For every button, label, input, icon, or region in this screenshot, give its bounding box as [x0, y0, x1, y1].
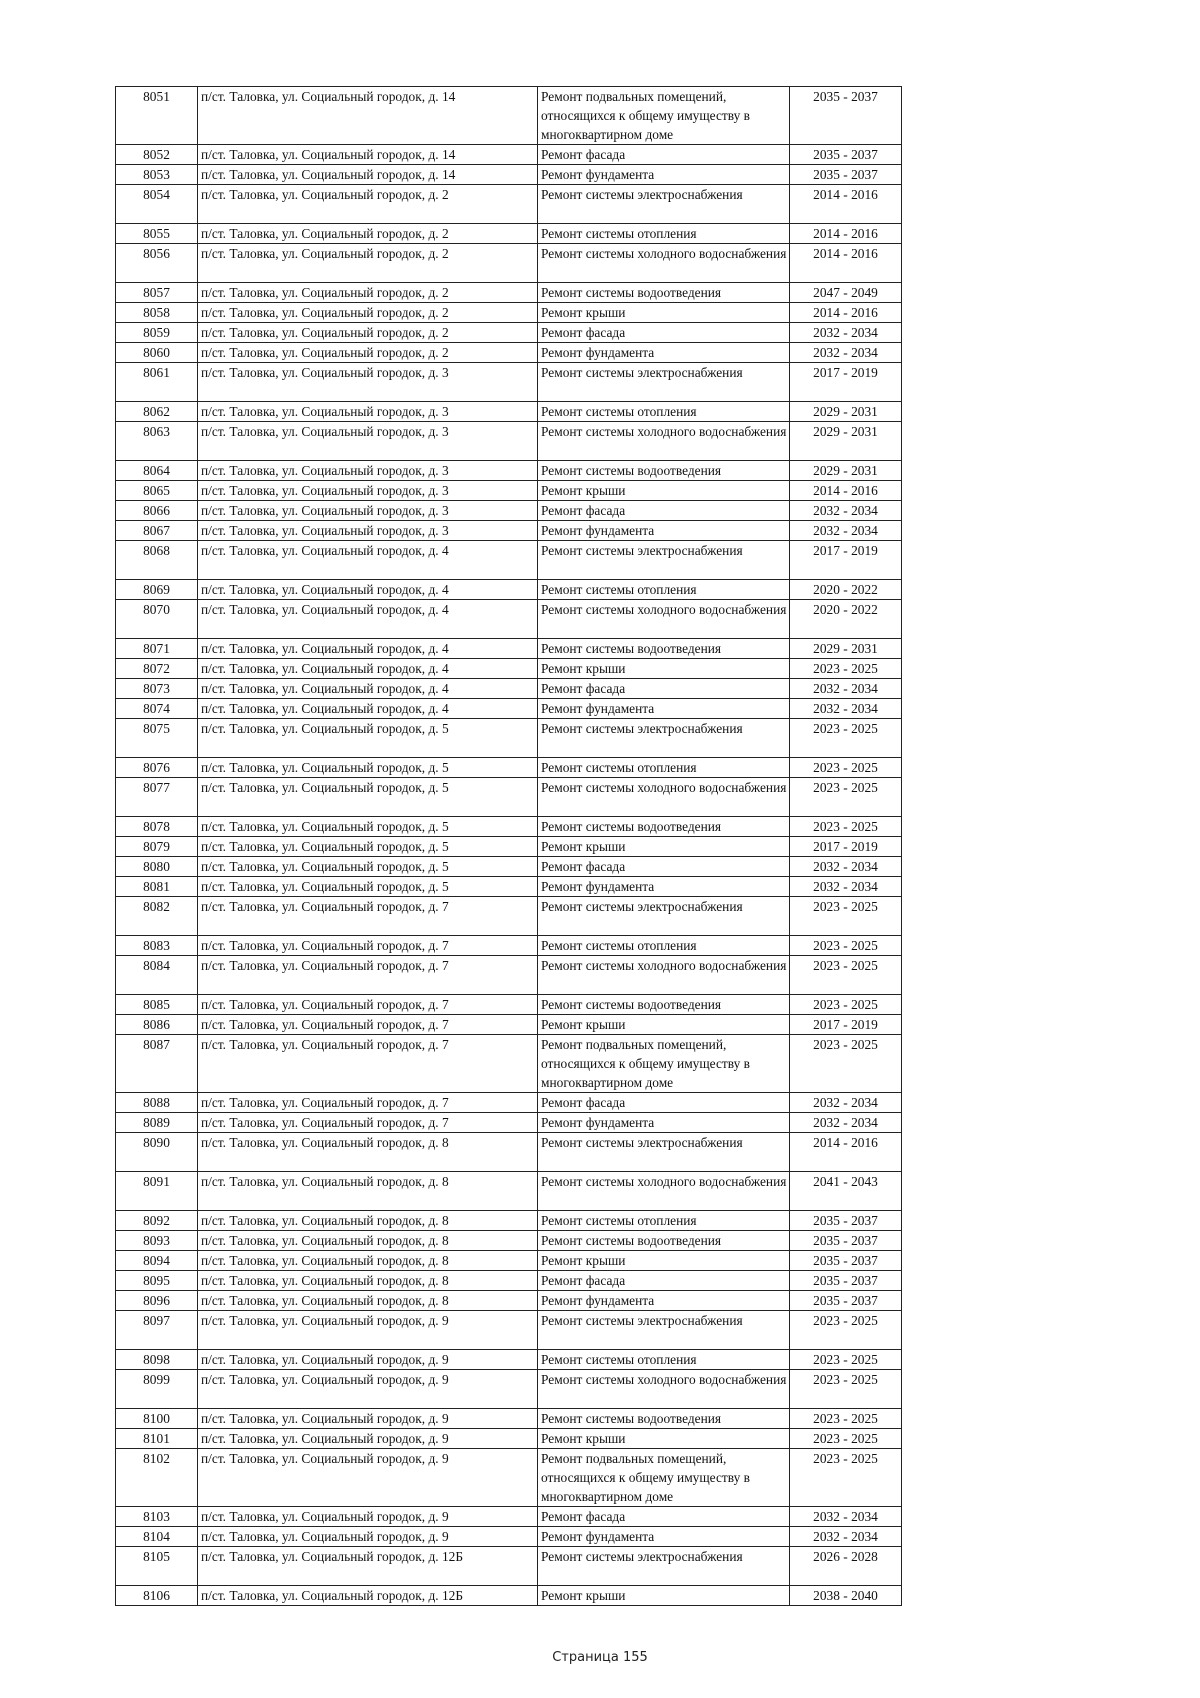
row-number-cell: 8053 — [116, 165, 198, 185]
row-number-cell: 8073 — [116, 679, 198, 699]
table-row — [116, 897, 902, 936]
table-row — [116, 639, 902, 659]
period-cell: 2023 - 2025 — [790, 1035, 902, 1093]
address-cell: п/ст. Таловка, ул. Социальный городок, д. 9 — [198, 1527, 538, 1547]
row-number-cell: 8070 — [116, 600, 198, 639]
table-row — [116, 580, 902, 600]
row-number-cell: 8078 — [116, 817, 198, 837]
address-cell: п/ст. Таловка, ул. Социальный городок, д. 8 — [198, 1271, 538, 1291]
row-number-cell: 8060 — [116, 343, 198, 363]
work-type-cell: Ремонт системы электроснабжения — [538, 897, 790, 936]
table-row — [116, 1035, 902, 1093]
row-number-cell: 8076 — [116, 758, 198, 778]
address-cell: п/ст. Таловка, ул. Социальный городок, д. 2 — [198, 224, 538, 244]
row-number-cell: 8077 — [116, 778, 198, 817]
work-type-cell: Ремонт системы холодного водоснабжения — [538, 1172, 790, 1211]
period-cell: 2032 - 2034 — [790, 1507, 902, 1527]
row-number-cell: 8097 — [116, 1311, 198, 1350]
address-cell: п/ст. Таловка, ул. Социальный городок, д. 5 — [198, 758, 538, 778]
row-number-cell: 8080 — [116, 857, 198, 877]
period-cell: 2014 - 2016 — [790, 481, 902, 501]
period-cell: 2032 - 2034 — [790, 699, 902, 719]
row-number-cell: 8106 — [116, 1586, 198, 1606]
work-type-cell: Ремонт фасада — [538, 679, 790, 699]
work-type-cell: Ремонт фасада — [538, 323, 790, 343]
table-row — [116, 1211, 902, 1231]
period-cell: 2014 - 2016 — [790, 185, 902, 224]
period-cell: 2032 - 2034 — [790, 323, 902, 343]
work-type-cell: Ремонт крыши — [538, 481, 790, 501]
row-number-cell: 8096 — [116, 1291, 198, 1311]
period-cell: 2032 - 2034 — [790, 877, 902, 897]
row-number-cell: 8095 — [116, 1271, 198, 1291]
table-row — [116, 1370, 902, 1409]
address-cell: п/ст. Таловка, ул. Социальный городок, д. 4 — [198, 679, 538, 699]
repair-schedule-table — [115, 86, 902, 1606]
work-type-cell: Ремонт системы водоотведения — [538, 1231, 790, 1251]
address-cell: п/ст. Таловка, ул. Социальный городок, д. 3 — [198, 422, 538, 461]
address-cell: п/ст. Таловка, ул. Социальный городок, д. 2 — [198, 343, 538, 363]
period-cell: 2035 - 2037 — [790, 1291, 902, 1311]
period-cell: 2014 - 2016 — [790, 1133, 902, 1172]
address-cell: п/ст. Таловка, ул. Социальный городок, д. 7 — [198, 1093, 538, 1113]
table-row — [116, 1113, 902, 1133]
work-type-cell: Ремонт системы водоотведения — [538, 461, 790, 481]
period-cell: 2020 - 2022 — [790, 600, 902, 639]
table-row — [116, 877, 902, 897]
address-cell: п/ст. Таловка, ул. Социальный городок, д. 7 — [198, 897, 538, 936]
row-number-cell: 8085 — [116, 995, 198, 1015]
address-cell: п/ст. Таловка, ул. Социальный городок, д. 3 — [198, 501, 538, 521]
table-row — [116, 343, 902, 363]
row-number-cell: 8090 — [116, 1133, 198, 1172]
row-number-cell: 8071 — [116, 639, 198, 659]
row-number-cell: 8075 — [116, 719, 198, 758]
period-cell: 2035 - 2037 — [790, 1231, 902, 1251]
table-row — [116, 1409, 902, 1429]
table-row — [116, 501, 902, 521]
row-number-cell: 8065 — [116, 481, 198, 501]
address-cell: п/ст. Таловка, ул. Социальный городок, д. 9 — [198, 1350, 538, 1370]
address-cell: п/ст. Таловка, ул. Социальный городок, д. 7 — [198, 1113, 538, 1133]
row-number-cell: 8056 — [116, 244, 198, 283]
row-number-cell: 8091 — [116, 1172, 198, 1211]
table-row — [116, 1507, 902, 1527]
work-type-cell: Ремонт фундамента — [538, 1113, 790, 1133]
work-type-cell: Ремонт системы электроснабжения — [538, 1547, 790, 1586]
period-cell: 2032 - 2034 — [790, 857, 902, 877]
work-type-cell: Ремонт крыши — [538, 659, 790, 679]
row-number-cell: 8088 — [116, 1093, 198, 1113]
work-type-cell: Ремонт системы электроснабжения — [538, 185, 790, 224]
work-type-cell: Ремонт подвальных помещений, относящихся к общему имуществу в многоквартирном доме — [538, 1035, 790, 1093]
address-cell: п/ст. Таловка, ул. Социальный городок, д. 5 — [198, 877, 538, 897]
row-number-cell: 8058 — [116, 303, 198, 323]
address-cell: п/ст. Таловка, ул. Социальный городок, д. 4 — [198, 541, 538, 580]
period-cell: 2032 - 2034 — [790, 679, 902, 699]
period-cell: 2014 - 2016 — [790, 244, 902, 283]
work-type-cell: Ремонт системы электроснабжения — [538, 719, 790, 758]
row-number-cell: 8082 — [116, 897, 198, 936]
work-type-cell: Ремонт системы холодного водоснабжения — [538, 1370, 790, 1409]
work-type-cell: Ремонт системы электроснабжения — [538, 1311, 790, 1350]
work-type-cell: Ремонт фундамента — [538, 165, 790, 185]
work-type-cell: Ремонт крыши — [538, 1429, 790, 1449]
row-number-cell: 8054 — [116, 185, 198, 224]
table-row — [116, 521, 902, 541]
address-cell: п/ст. Таловка, ул. Социальный городок, д. 3 — [198, 461, 538, 481]
page-number: Страница 155 — [552, 1650, 648, 1665]
row-number-cell: 8074 — [116, 699, 198, 719]
work-type-cell: Ремонт крыши — [538, 1015, 790, 1035]
row-number-cell: 8068 — [116, 541, 198, 580]
address-cell: п/ст. Таловка, ул. Социальный городок, д. 2 — [198, 303, 538, 323]
table-row — [116, 679, 902, 699]
table-row — [116, 1251, 902, 1271]
period-cell: 2035 - 2037 — [790, 1211, 902, 1231]
address-cell: п/ст. Таловка, ул. Социальный городок, д. 5 — [198, 857, 538, 877]
row-number-cell: 8089 — [116, 1113, 198, 1133]
period-cell: 2023 - 2025 — [790, 995, 902, 1015]
row-number-cell: 8062 — [116, 402, 198, 422]
table-row — [116, 303, 902, 323]
period-cell: 2023 - 2025 — [790, 1429, 902, 1449]
row-number-cell: 8104 — [116, 1527, 198, 1547]
work-type-cell: Ремонт системы отопления — [538, 936, 790, 956]
work-type-cell: Ремонт подвальных помещений, относящихся к общему имуществу в многоквартирном доме — [538, 1449, 790, 1507]
row-number-cell: 8100 — [116, 1409, 198, 1429]
address-cell: п/ст. Таловка, ул. Социальный городок, д. 8 — [198, 1172, 538, 1211]
row-number-cell: 8087 — [116, 1035, 198, 1093]
period-cell: 2014 - 2016 — [790, 224, 902, 244]
table-row — [116, 758, 902, 778]
work-type-cell: Ремонт системы водоотведения — [538, 1409, 790, 1429]
period-cell: 2023 - 2025 — [790, 1409, 902, 1429]
period-cell: 2023 - 2025 — [790, 936, 902, 956]
address-cell: п/ст. Таловка, ул. Социальный городок, д. 7 — [198, 995, 538, 1015]
period-cell: 2023 - 2025 — [790, 1370, 902, 1409]
address-cell: п/ст. Таловка, ул. Социальный городок, д. 5 — [198, 719, 538, 758]
work-type-cell: Ремонт фасада — [538, 501, 790, 521]
period-cell: 2035 - 2037 — [790, 1271, 902, 1291]
work-type-cell: Ремонт фасада — [538, 1271, 790, 1291]
table-row — [116, 323, 902, 343]
address-cell: п/ст. Таловка, ул. Социальный городок, д. 9 — [198, 1449, 538, 1507]
work-type-cell: Ремонт системы холодного водоснабжения — [538, 600, 790, 639]
work-type-cell: Ремонт фундамента — [538, 1291, 790, 1311]
row-number-cell: 8066 — [116, 501, 198, 521]
period-cell: 2023 - 2025 — [790, 1311, 902, 1350]
work-type-cell: Ремонт системы водоотведения — [538, 283, 790, 303]
row-number-cell: 8051 — [116, 87, 198, 145]
address-cell: п/ст. Таловка, ул. Социальный городок, д. 2 — [198, 185, 538, 224]
period-cell: 2026 - 2028 — [790, 1547, 902, 1586]
address-cell: п/ст. Таловка, ул. Социальный городок, д. 5 — [198, 837, 538, 857]
work-type-cell: Ремонт фундамента — [538, 699, 790, 719]
work-type-cell: Ремонт системы холодного водоснабжения — [538, 956, 790, 995]
row-number-cell: 8093 — [116, 1231, 198, 1251]
table-row — [116, 1429, 902, 1449]
work-type-cell: Ремонт крыши — [538, 1586, 790, 1606]
row-number-cell: 8081 — [116, 877, 198, 897]
work-type-cell: Ремонт фундамента — [538, 343, 790, 363]
work-type-cell: Ремонт системы водоотведения — [538, 639, 790, 659]
row-number-cell: 8103 — [116, 1507, 198, 1527]
row-number-cell: 8083 — [116, 936, 198, 956]
address-cell: п/ст. Таловка, ул. Социальный городок, д. 8 — [198, 1251, 538, 1271]
period-cell: 2023 - 2025 — [790, 719, 902, 758]
address-cell: п/ст. Таловка, ул. Социальный городок, д. 4 — [198, 580, 538, 600]
work-type-cell: Ремонт фасада — [538, 145, 790, 165]
work-type-cell: Ремонт фасада — [538, 1093, 790, 1113]
period-cell: 2032 - 2034 — [790, 501, 902, 521]
period-cell: 2035 - 2037 — [790, 87, 902, 145]
address-cell: п/ст. Таловка, ул. Социальный городок, д. 9 — [198, 1311, 538, 1350]
table-row — [116, 1133, 902, 1172]
address-cell: п/ст. Таловка, ул. Социальный городок, д. 8 — [198, 1231, 538, 1251]
work-type-cell: Ремонт системы отопления — [538, 1211, 790, 1231]
period-cell: 2029 - 2031 — [790, 461, 902, 481]
address-cell: п/ст. Таловка, ул. Социальный городок, д. 2 — [198, 283, 538, 303]
table-row — [116, 244, 902, 283]
address-cell: п/ст. Таловка, ул. Социальный городок, д. 8 — [198, 1291, 538, 1311]
row-number-cell: 8067 — [116, 521, 198, 541]
table-row — [116, 778, 902, 817]
table-row — [116, 224, 902, 244]
address-cell: п/ст. Таловка, ул. Социальный городок, д. 3 — [198, 363, 538, 402]
row-number-cell: 8072 — [116, 659, 198, 679]
address-cell: п/ст. Таловка, ул. Социальный городок, д. 9 — [198, 1507, 538, 1527]
work-type-cell: Ремонт фундамента — [538, 1527, 790, 1547]
table-row — [116, 165, 902, 185]
table-row — [116, 1586, 902, 1606]
table-row — [116, 363, 902, 402]
period-cell: 2029 - 2031 — [790, 402, 902, 422]
period-cell: 2047 - 2049 — [790, 283, 902, 303]
row-number-cell: 8086 — [116, 1015, 198, 1035]
period-cell: 2023 - 2025 — [790, 1350, 902, 1370]
table-row — [116, 481, 902, 501]
period-cell: 2023 - 2025 — [790, 778, 902, 817]
period-cell: 2023 - 2025 — [790, 897, 902, 936]
row-number-cell: 8069 — [116, 580, 198, 600]
period-cell: 2035 - 2037 — [790, 145, 902, 165]
row-number-cell: 8101 — [116, 1429, 198, 1449]
address-cell: п/ст. Таловка, ул. Социальный городок, д. 4 — [198, 639, 538, 659]
work-type-cell: Ремонт фасада — [538, 857, 790, 877]
work-type-cell: Ремонт системы холодного водоснабжения — [538, 778, 790, 817]
address-cell: п/ст. Таловка, ул. Социальный городок, д. 3 — [198, 481, 538, 501]
table-row — [116, 1093, 902, 1113]
work-type-cell: Ремонт фасада — [538, 1507, 790, 1527]
address-cell: п/ст. Таловка, ул. Социальный городок, д. 5 — [198, 817, 538, 837]
work-type-cell: Ремонт системы отопления — [538, 224, 790, 244]
address-cell: п/ст. Таловка, ул. Социальный городок, д. 4 — [198, 699, 538, 719]
table-row — [116, 1291, 902, 1311]
table-body — [116, 87, 902, 1606]
address-cell: п/ст. Таловка, ул. Социальный городок, д. 4 — [198, 659, 538, 679]
table-row — [116, 1015, 902, 1035]
table-row — [116, 87, 902, 145]
period-cell: 2032 - 2034 — [790, 1527, 902, 1547]
table-row — [116, 1271, 902, 1291]
table-row — [116, 936, 902, 956]
period-cell: 2023 - 2025 — [790, 956, 902, 995]
work-type-cell: Ремонт системы водоотведения — [538, 995, 790, 1015]
period-cell: 2032 - 2034 — [790, 1093, 902, 1113]
address-cell: п/ст. Таловка, ул. Социальный городок, д. 5 — [198, 778, 538, 817]
address-cell: п/ст. Таловка, ул. Социальный городок, д. 7 — [198, 1035, 538, 1093]
row-number-cell: 8064 — [116, 461, 198, 481]
period-cell: 2017 - 2019 — [790, 363, 902, 402]
period-cell: 2041 - 2043 — [790, 1172, 902, 1211]
address-cell: п/ст. Таловка, ул. Социальный городок, д. 7 — [198, 956, 538, 995]
row-number-cell: 8063 — [116, 422, 198, 461]
address-cell: п/ст. Таловка, ул. Социальный городок, д. 14 — [198, 145, 538, 165]
table-row — [116, 1350, 902, 1370]
period-cell: 2038 - 2040 — [790, 1586, 902, 1606]
work-type-cell: Ремонт системы водоотведения — [538, 817, 790, 837]
address-cell: п/ст. Таловка, ул. Социальный городок, д. 2 — [198, 323, 538, 343]
row-number-cell: 8099 — [116, 1370, 198, 1409]
row-number-cell: 8055 — [116, 224, 198, 244]
row-number-cell: 8094 — [116, 1251, 198, 1271]
period-cell: 2020 - 2022 — [790, 580, 902, 600]
row-number-cell: 8105 — [116, 1547, 198, 1586]
work-type-cell: Ремонт крыши — [538, 837, 790, 857]
address-cell: п/ст. Таловка, ул. Социальный городок, д. 8 — [198, 1211, 538, 1231]
work-type-cell: Ремонт системы холодного водоснабжения — [538, 422, 790, 461]
work-type-cell: Ремонт системы электроснабжения — [538, 541, 790, 580]
work-type-cell: Ремонт системы холодного водоснабжения — [538, 244, 790, 283]
row-number-cell: 8098 — [116, 1350, 198, 1370]
work-type-cell: Ремонт системы отопления — [538, 1350, 790, 1370]
table-row — [116, 600, 902, 639]
period-cell: 2023 - 2025 — [790, 1449, 902, 1507]
table-row — [116, 995, 902, 1015]
address-cell: п/ст. Таловка, ул. Социальный городок, д. 9 — [198, 1370, 538, 1409]
period-cell: 2029 - 2031 — [790, 639, 902, 659]
table-row — [116, 699, 902, 719]
address-cell: п/ст. Таловка, ул. Социальный городок, д. 8 — [198, 1133, 538, 1172]
table-row — [116, 956, 902, 995]
table-row — [116, 659, 902, 679]
row-number-cell: 8084 — [116, 956, 198, 995]
table-row — [116, 1547, 902, 1586]
period-cell: 2029 - 2031 — [790, 422, 902, 461]
address-cell: п/ст. Таловка, ул. Социальный городок, д. 14 — [198, 87, 538, 145]
table-row — [116, 719, 902, 758]
period-cell: 2017 - 2019 — [790, 541, 902, 580]
work-type-cell: Ремонт фундамента — [538, 521, 790, 541]
row-number-cell: 8052 — [116, 145, 198, 165]
work-type-cell: Ремонт фундамента — [538, 877, 790, 897]
period-cell: 2014 - 2016 — [790, 303, 902, 323]
table-row — [116, 1449, 902, 1507]
row-number-cell: 8079 — [116, 837, 198, 857]
row-number-cell: 8057 — [116, 283, 198, 303]
address-cell: п/ст. Таловка, ул. Социальный городок, д. 2 — [198, 244, 538, 283]
period-cell: 2023 - 2025 — [790, 758, 902, 778]
period-cell: 2035 - 2037 — [790, 1251, 902, 1271]
row-number-cell: 8061 — [116, 363, 198, 402]
period-cell: 2017 - 2019 — [790, 837, 902, 857]
address-cell: п/ст. Таловка, ул. Социальный городок, д. 3 — [198, 402, 538, 422]
address-cell: п/ст. Таловка, ул. Социальный городок, д. 12Б — [198, 1586, 538, 1606]
row-number-cell: 8059 — [116, 323, 198, 343]
work-type-cell: Ремонт подвальных помещений, относящихся к общему имуществу в многоквартирном доме — [538, 87, 790, 145]
work-type-cell: Ремонт системы отопления — [538, 758, 790, 778]
table-row — [116, 402, 902, 422]
work-type-cell: Ремонт крыши — [538, 303, 790, 323]
table-row — [116, 1311, 902, 1350]
work-type-cell: Ремонт системы отопления — [538, 402, 790, 422]
table-row — [116, 145, 902, 165]
address-cell: п/ст. Таловка, ул. Социальный городок, д. 14 — [198, 165, 538, 185]
row-number-cell: 8092 — [116, 1211, 198, 1231]
work-type-cell: Ремонт системы отопления — [538, 580, 790, 600]
table-row — [116, 1527, 902, 1547]
address-cell: п/ст. Таловка, ул. Социальный городок, д. 7 — [198, 1015, 538, 1035]
table-row — [116, 185, 902, 224]
period-cell: 2032 - 2034 — [790, 521, 902, 541]
table-row — [116, 461, 902, 481]
address-cell: п/ст. Таловка, ул. Социальный городок, д. 9 — [198, 1409, 538, 1429]
work-type-cell: Ремонт системы электроснабжения — [538, 1133, 790, 1172]
period-cell: 2017 - 2019 — [790, 1015, 902, 1035]
row-number-cell: 8102 — [116, 1449, 198, 1507]
work-type-cell: Ремонт крыши — [538, 1251, 790, 1271]
table-row — [116, 837, 902, 857]
address-cell: п/ст. Таловка, ул. Социальный городок, д. 3 — [198, 521, 538, 541]
address-cell: п/ст. Таловка, ул. Социальный городок, д. 4 — [198, 600, 538, 639]
period-cell: 2023 - 2025 — [790, 659, 902, 679]
table-row — [116, 817, 902, 837]
address-cell: п/ст. Таловка, ул. Социальный городок, д. 12Б — [198, 1547, 538, 1586]
period-cell: 2035 - 2037 — [790, 165, 902, 185]
address-cell: п/ст. Таловка, ул. Социальный городок, д. 9 — [198, 1429, 538, 1449]
table-row — [116, 283, 902, 303]
period-cell: 2032 - 2034 — [790, 343, 902, 363]
table-row — [116, 1172, 902, 1211]
period-cell: 2032 - 2034 — [790, 1113, 902, 1133]
table-row — [116, 1231, 902, 1251]
table-row — [116, 541, 902, 580]
address-cell: п/ст. Таловка, ул. Социальный городок, д. 7 — [198, 936, 538, 956]
work-type-cell: Ремонт системы электроснабжения — [538, 363, 790, 402]
table-row — [116, 857, 902, 877]
table-row — [116, 422, 902, 461]
period-cell: 2023 - 2025 — [790, 817, 902, 837]
